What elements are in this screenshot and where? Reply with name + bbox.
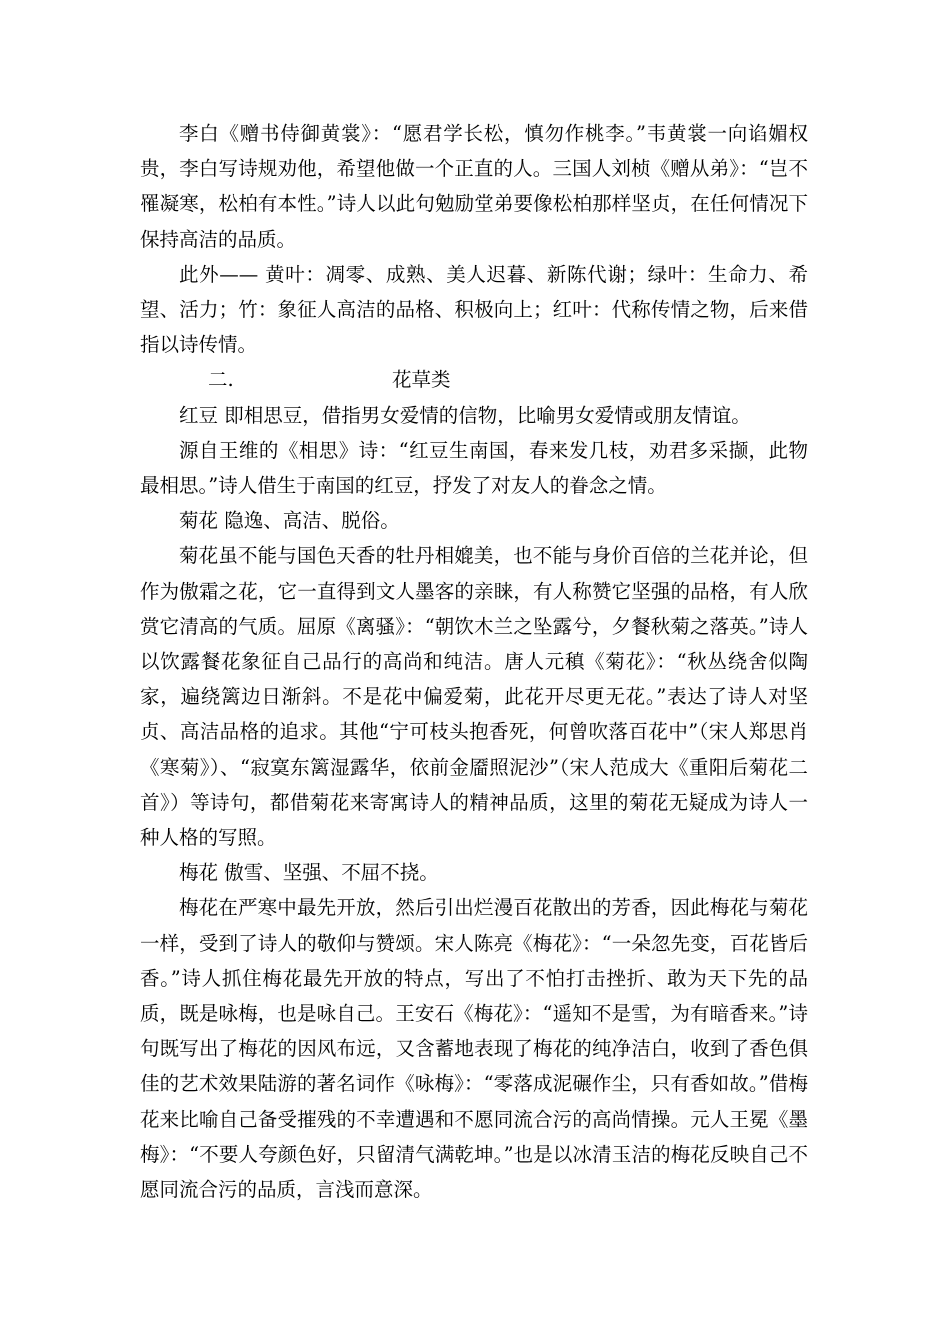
paragraph-plum-term: 梅花 傲雪、坚强、不屈不挠。 <box>179 861 439 885</box>
paragraph-plum-body: 梅花在严寒中最先开放，然后引出烂漫百花散出的芳香，因此梅花与菊花一样，受到了诗人的敬仰与赞颂。宋人陈亮《梅花》：“一朵忽先变，百花皆后香。”诗人抓住梅花最先开放的特点，写出了不怕打击挫折、敢为天下先的品质，既是咏梅，也是咏自己。王安石《梅花》：“遥知不是雪，为有暗香来。”诗句既写出了梅花的因风布远，又含蓄地表现了梅花的纯净洁白，收到了香色俱佳的艺术效果陆游的著名词作《咏梅》：“零落成泥碾作尘，只有香如故。”借梅花来比喻自己备受摧残的不幸遭遇和不愿同流合污的高尚情操。元人王冕《墨梅》：“不要人夸颜色好，只留清气满乾坤。”也是以冰清玉洁的梅花反映自己不愿同流合污的品质，言浅而意深。 <box>140 896 808 1202</box>
section-heading <box>140 362 808 397</box>
paragraph-red-bean-source: 源自王维的《相思》诗：“红豆生南国，春来发几枝，劝君多采撷，此物最相思。”诗人借生于南国的红豆，抒发了对友人的眷念之情。 <box>140 438 808 498</box>
paragraph-pine-cypress: 李白《赠书侍御黄裳》：“愿君学长松，慎勿作桃李。”韦黄裳一向谄媚权贵，李白写诗规劝他，希望他做一个正直的人。三国人刘桢《赠从弟》：“岂不罹凝寒，松柏有本性。”诗人以此句勉励堂弟要像松柏那样坚贞，在任何情况下保持高洁的品质。 <box>140 122 808 251</box>
document-body <box>140 116 808 1207</box>
paragraph-chrysanthemum-body: 菊花虽不能与国色天香的牡丹相媲美，也不能与身价百倍的兰花并论，但作为傲霜之花，它一直得到文人墨客的亲睐，有人称赞它坚强的品格，有人欣赏它清高的气质。屈原《离骚》：“朝饮木兰之坠露兮，夕餐秋菊之落英。”诗人以饮露餐花象征自己品行的高尚和纯洁。唐人元稹《菊花》：“秋丛绕舍似陶家，遍绕篱边日渐斜。不是花中偏爱菊，此花开尽更无花。”表达了诗人对坚贞、高洁品格的追求。其他“宁可枝头抱香死，何曾吹落百花中”（宋人郑思肖《寒菊》）、“寂寞东篱湿露华，依前金靥照泥沙”（宋人范成大《重阳后菊花二首》）等诗句，都借菊花来寄寓诗人的精神品质，这里的菊花无疑成为诗人一种人格的写照。 <box>140 544 808 850</box>
section-number: 二. <box>208 368 234 392</box>
paragraph-chrysanthemum-term: 菊花 隐逸、高洁、脱俗。 <box>179 509 400 533</box>
paragraph-red-bean-term: 红豆 即相思豆，借指男女爱情的信物，比喻男女爱情或朋友情谊。 <box>179 403 751 427</box>
section-title: 花草类 <box>392 368 451 392</box>
paragraph-leaves-bamboo: 此外—— 黄叶：凋零、成熟、美人迟暮、新陈代谢；绿叶：生命力、希望、活力；竹：象征人高洁的品格、积极向上；红叶：代称传情之物，后来借指以诗传情。 <box>140 262 808 357</box>
